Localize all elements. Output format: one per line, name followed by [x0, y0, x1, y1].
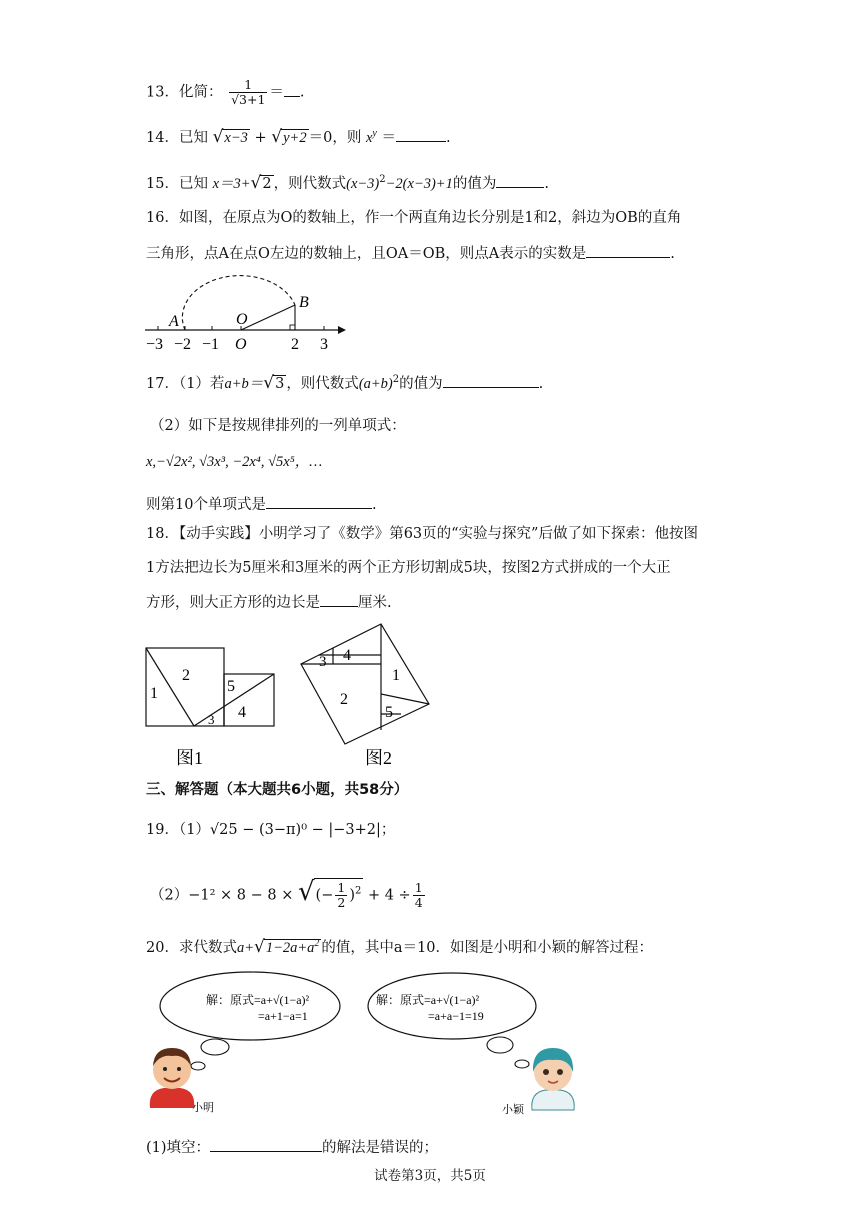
question-19-part2: （2）−1² × 8 − 8 × √(− $\frac{1}{2}$ )$^2$ + 4 ÷ $\frac{1}{4}$	[150, 876, 423, 910]
figure-2	[295, 618, 435, 770]
question-17-sequence: x,−√2x², √3x³, −2x⁴, √5x⁵，…	[146, 454, 323, 470]
answer-blank[interactable]	[266, 494, 372, 509]
question-17-part3: 则第10个单项式是 .	[146, 494, 377, 515]
label-B: B	[299, 294, 309, 311]
arrow-icon	[338, 326, 346, 334]
svg-text:3: 3	[319, 654, 327, 670]
number-line-figure	[140, 282, 350, 354]
question-19-part1: 19．（1）√25 − (3−π)⁰ − |−3+2|；	[146, 822, 396, 838]
answer-blank[interactable]	[320, 592, 358, 607]
name-xiaoying: 小颖	[502, 1104, 524, 1116]
tick-label: −3	[146, 336, 164, 353]
tick-label: 2	[291, 336, 299, 353]
answer-blank[interactable]	[284, 82, 300, 97]
svg-text:5: 5	[385, 704, 393, 721]
svg-text:=a+1−a=1: =a+1−a=1	[258, 1009, 308, 1023]
question-18-line1: 18．【动手实践】小明学习了《数学》第63页的“实验与探究”后做了如下探索：他按图	[146, 526, 698, 542]
question-14: 14．已知 √x−3 + √y+2 ＝0，则 $x^y$ ＝ .	[146, 126, 451, 147]
svg-text:解：原式=a+√(1−a)²: 解：原式=a+√(1−a)²	[206, 993, 310, 1007]
svg-text:2: 2	[340, 691, 348, 708]
answer-blank[interactable]	[496, 173, 544, 188]
label-O-upper: O	[236, 311, 248, 328]
tick-label: O	[235, 336, 247, 353]
svg-text:1: 1	[150, 685, 158, 702]
svg-text:3: 3	[208, 712, 215, 727]
thought-bubbles-figure	[140, 968, 580, 1124]
tick-label: 3	[320, 336, 328, 353]
svg-text:解：原式=a+√(1−a)²: 解：原式=a+√(1−a)²	[376, 993, 480, 1007]
answer-blank[interactable]	[396, 127, 446, 142]
bubble-dot	[515, 1060, 529, 1068]
svg-text:4: 4	[238, 704, 246, 721]
answer-blank[interactable]	[443, 373, 539, 388]
label-A: A	[169, 313, 179, 330]
svg-text:1: 1	[392, 667, 400, 684]
question-13: 13．化简： $\frac{1}{√3+1}$ ＝ .	[146, 77, 305, 107]
figure-2-caption: 图2	[365, 748, 392, 768]
tick-label: −2	[174, 336, 192, 353]
question-17-part1: 17．（1）若a+b＝√3 ，则代数式$(a+b)^2$的值为 .	[146, 372, 544, 393]
svg-text:2: 2	[182, 667, 190, 684]
question-20-fill: (1)填空： 的解法是错误的；	[146, 1137, 438, 1158]
avatar-xiaoying	[532, 1048, 574, 1110]
figure-1	[140, 640, 280, 770]
figure-1-caption: 图1	[176, 748, 203, 768]
fraction: $\frac{1}{√3+1}$	[231, 77, 266, 107]
bubble-dot	[487, 1037, 513, 1053]
right-angle-mark	[290, 325, 295, 330]
question-18-line3: 方形，则大正方形的边长是 厘米.	[146, 592, 392, 613]
bubble-dot	[191, 1062, 205, 1070]
question-17-part2: （2）如下是按规律排列的一列单项式：	[150, 418, 406, 434]
svg-text:=a+a−1=19: =a+a−1=19	[428, 1009, 484, 1023]
question-18-line2: 1方法把边长为5厘米和3厘米的两个正方形切割成5块，按图2方式拼成的一个大正	[146, 560, 671, 576]
hypotenuse-OB	[241, 305, 295, 330]
page-footer: 试卷第3页，共5页	[374, 1168, 486, 1184]
answer-blank[interactable]	[210, 1137, 322, 1152]
question-16-line1: 16．如图，在原点为O的数轴上，作一个两直角边长分别是1和2，斜边为OB的直角	[146, 210, 682, 226]
svg-text:5: 5	[227, 678, 235, 695]
section-title: 三、解答题（本大题共6小题，共58分）	[146, 782, 409, 798]
name-xiaoming: 小明	[192, 1102, 214, 1114]
bubble-dot	[201, 1039, 229, 1055]
avatar-xiaoming	[150, 1048, 194, 1108]
answer-blank[interactable]	[586, 243, 670, 258]
svg-text:4: 4	[343, 647, 351, 664]
question-16-line2: 三角形，点A在点O左边的数轴上，且OA＝OB，则点A表示的实数是 .	[146, 243, 675, 264]
question-15: 15．已知 x＝3+√2 ，则代数式$(x-3)^2-2(x-3)+1$的值为 .	[146, 172, 549, 193]
tick-label: −1	[202, 336, 220, 353]
question-20-line1: 20．求代数式$a+√1-2a+a^2$ 的值，其中a＝10．如图是小明和小颖的解答过程：	[146, 936, 654, 957]
